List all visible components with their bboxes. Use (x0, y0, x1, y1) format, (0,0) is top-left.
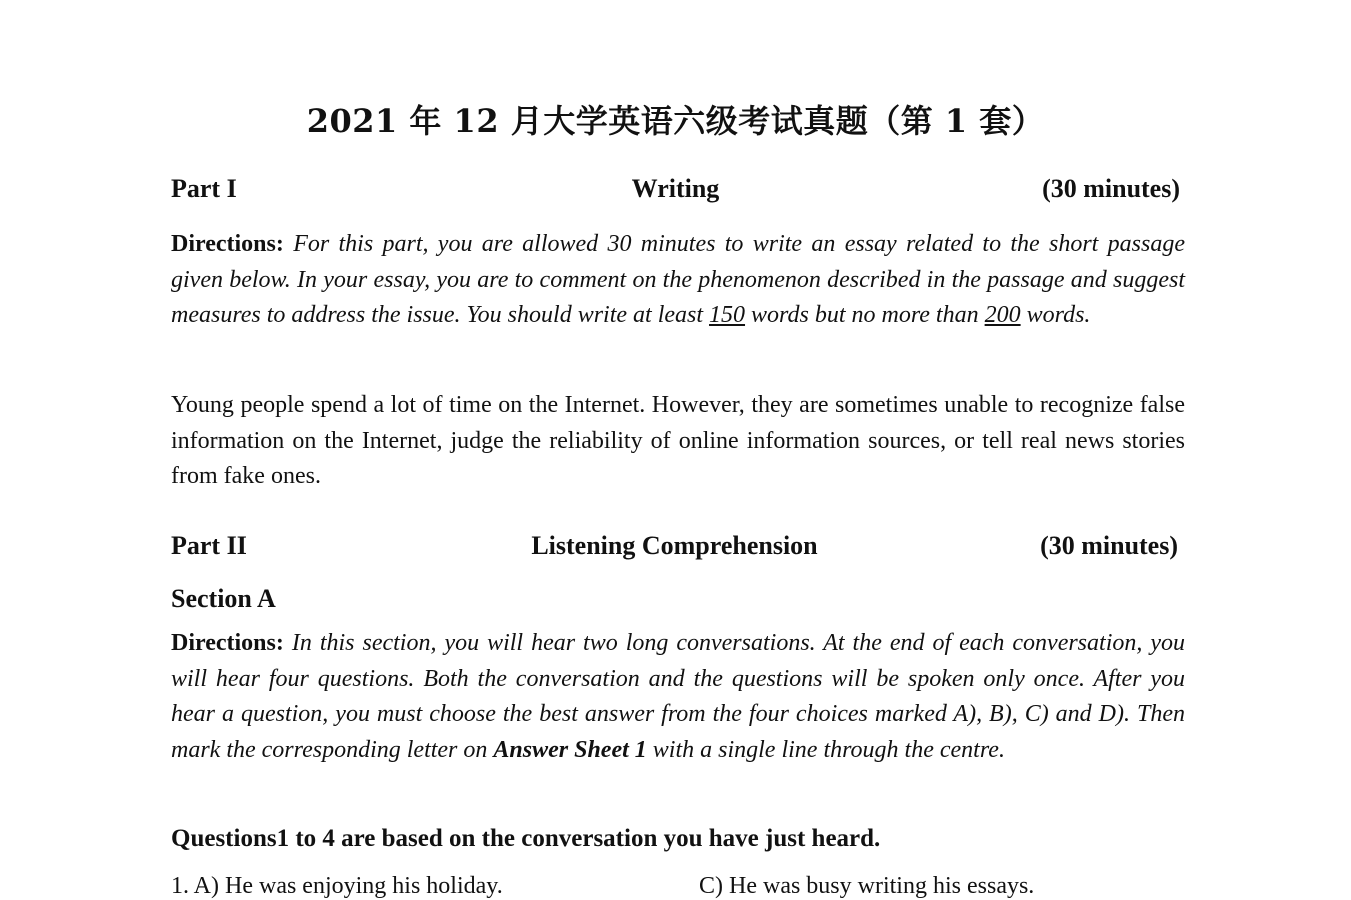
part-1-time: (30 minutes) (1042, 174, 1180, 203)
choice-1a: 1. A) He was enjoying his holiday. (171, 873, 503, 899)
directions-text-2: words but no more than (745, 302, 985, 329)
directions-text-3: words. (1020, 302, 1091, 329)
part-1-name: Writing (631, 174, 720, 203)
directions-text: For this part, you are allowed 30 minutes to write an essay related to the short passage given below. In your essay, you are to comment on the phenomenon described in the passage and suggest measures to address the issue. You should write at least (171, 231, 1185, 329)
part-2-name: Listening Comprehension (531, 531, 818, 560)
directions-label: Directions: (171, 231, 284, 257)
max-words: 200 (984, 302, 1021, 329)
answer-sheet-label: Answer Sheet 1 (493, 736, 647, 763)
part-1-label: Part I (171, 174, 237, 203)
part-2-label: Part II (171, 531, 247, 560)
part-2-header (171, 531, 1178, 565)
part-1-header (171, 174, 1180, 208)
section-a-heading: Section A (171, 584, 276, 613)
choice-1c: C) He was busy writing his essays. (699, 873, 1035, 899)
directions-label: Directions: (171, 630, 284, 656)
part-2-directions (171, 626, 1185, 768)
min-words: 150 (709, 302, 746, 329)
directions-text: In this section, you will hear two long conversations. At the end of each conversation, you will hear four questions. Both the conversation and the questions will be spoken only once. After you hear a question, you must choose the best answer from the four choices marked A), B), C) and D). Then mark the corresponding letter on (171, 630, 1185, 763)
part-1-directions (171, 227, 1185, 334)
part-2-time: (30 minutes) (1040, 531, 1178, 560)
writing-passage: Young people spend a lot of time on the Internet. However, they are sometimes unable to recognize false information on the Internet, judge the reliability of online information sources, or tell real news stories from fake ones. (171, 392, 1185, 490)
directions-text-2: with a single line through the centre. (646, 736, 1005, 763)
page-title: 2021 年 12 月大学英语六级考试真题（第 1 套） (306, 102, 1045, 140)
questions-heading: Questions1 to 4 are based on the conversation you have just heard. (171, 825, 881, 852)
